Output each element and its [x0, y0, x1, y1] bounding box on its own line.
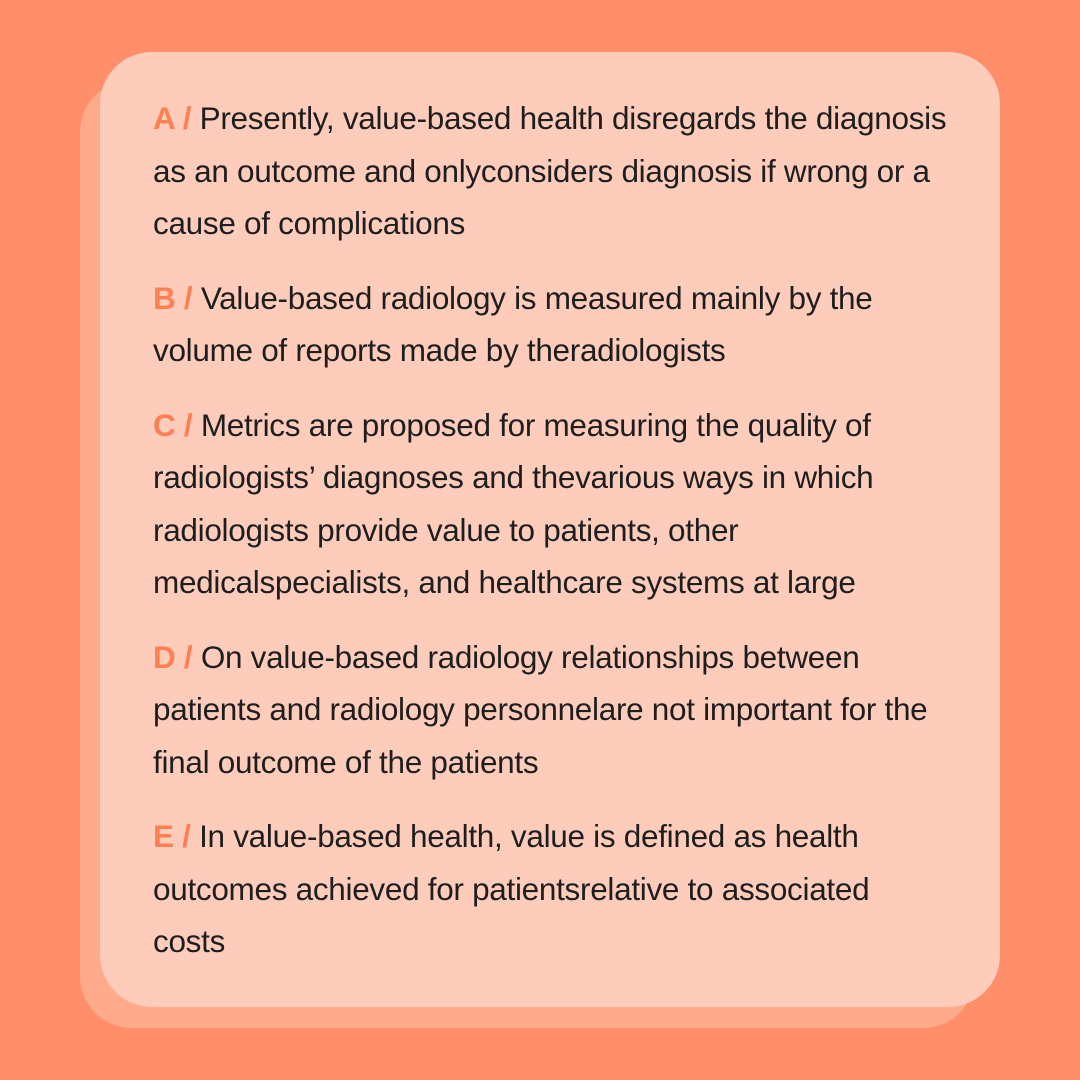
option-a[interactable]	[153, 92, 948, 250]
option-b-key: B /	[153, 279, 193, 316]
option-a-text: Presently, value-based health disregards the diagnosis as an outcome and onlyconsiders diagnosis if wrong or a cause of complications	[153, 100, 947, 241]
option-d-text: On value-based radiology relationships between patients and radiology personnelare not important for the final outcome of the patients	[153, 638, 928, 780]
option-e-key: E /	[153, 818, 191, 854]
option-a-key: A /	[153, 100, 192, 136]
option-c-text: Metrics are proposed for measuring the quality of radiologists’ diagnoses and thevarious ways in which radiologists provide value to patients, other medicalspecialists, and healthcare systems at large	[153, 406, 874, 600]
option-e-text: In value-based health, value is defined as health outcomes achieved for patientsrelative to associated costs	[153, 818, 870, 959]
option-c[interactable]	[153, 399, 948, 609]
option-e[interactable]	[153, 810, 948, 968]
option-b[interactable]	[153, 272, 948, 377]
option-b-text: Value-based radiology is measured mainly by the volume of reports made by theradiologists	[153, 279, 873, 368]
option-d-key: D /	[153, 638, 193, 675]
option-c-key: C /	[153, 406, 193, 443]
option-d[interactable]	[153, 631, 948, 789]
answer-options-card	[100, 52, 1000, 1007]
